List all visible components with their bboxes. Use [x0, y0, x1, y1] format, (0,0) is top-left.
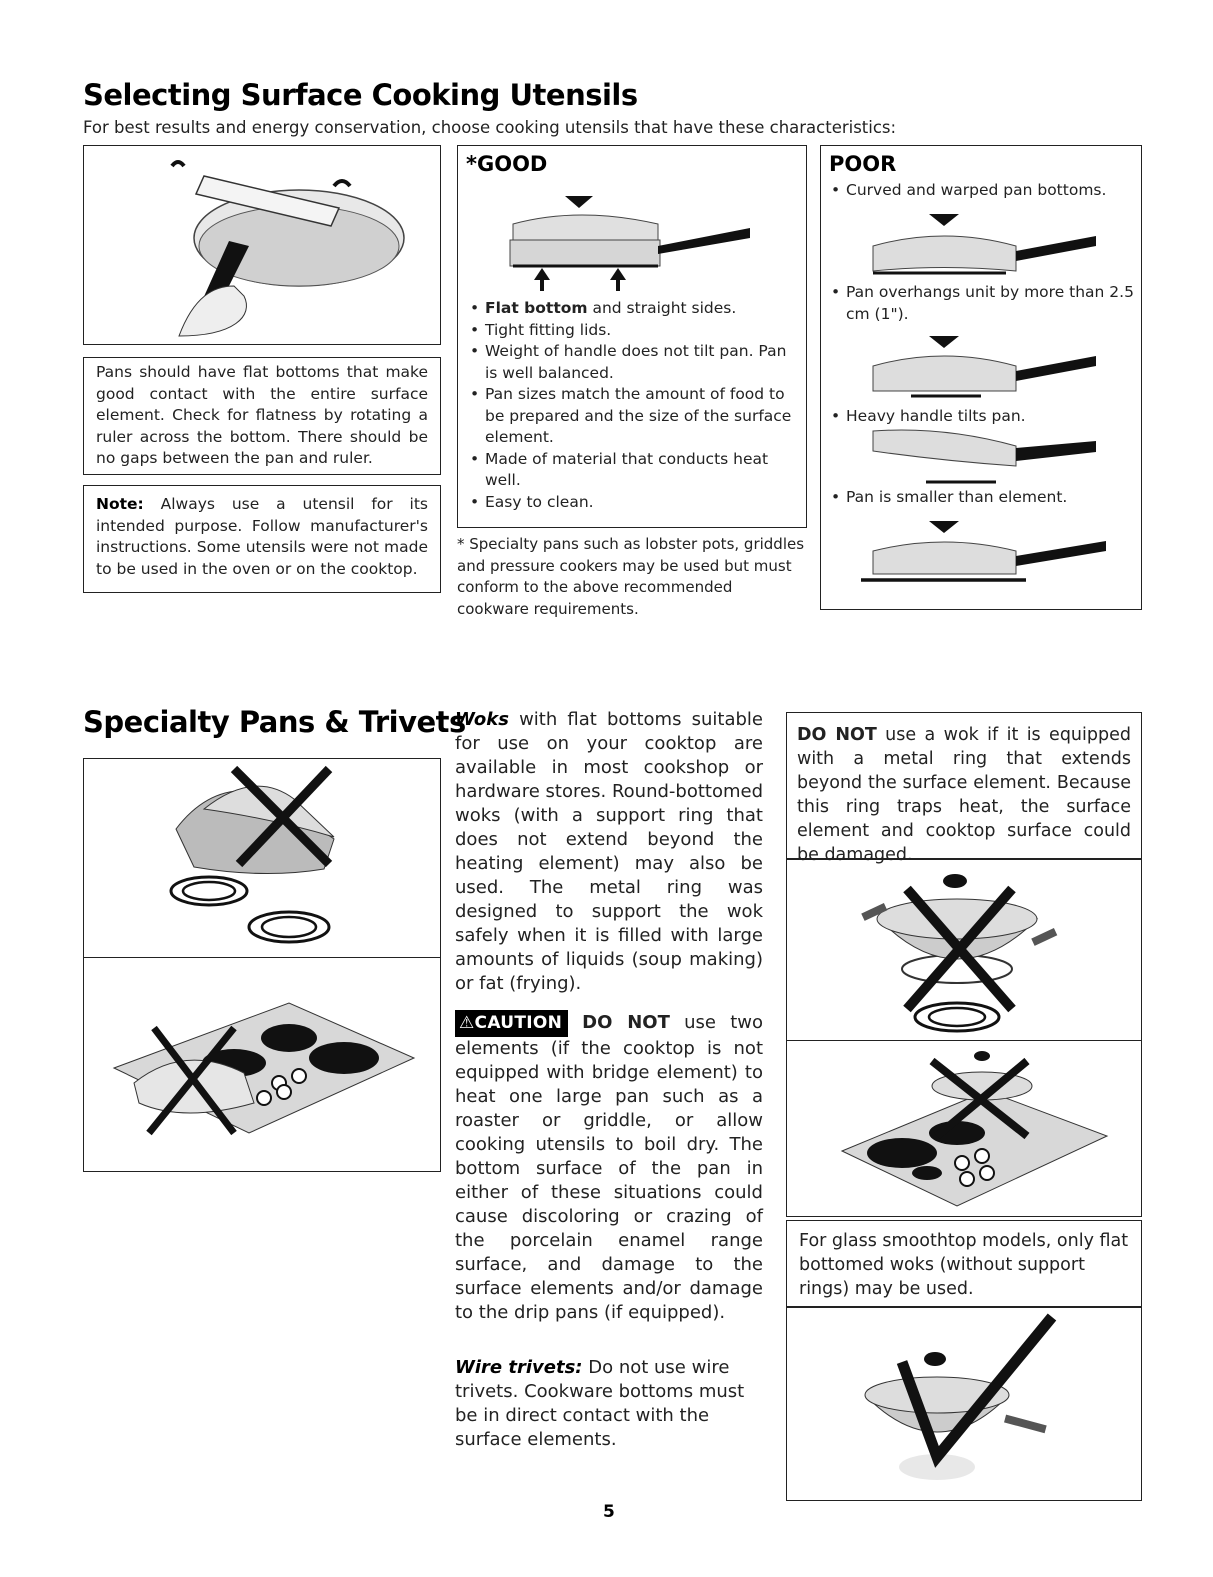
poor-item: • Pan is smaller than element. [829, 487, 1134, 509]
trivets-text: Do not use wire trivets. Cookware bottoms must be in direct contact with the surface elements. [455, 1357, 745, 1450]
roaster-on-elements-illustration [84, 759, 442, 959]
woks-label: Woks [455, 709, 509, 730]
poor-item: • Pan overhangs unit by more than 2.5 cm (1"). [829, 282, 1139, 325]
donot-wok-box [786, 712, 1142, 865]
caution-text: use two elements (if the cooktop is not equipped with bridge element) to heat one large pan such as a roaster or griddle, or allow cooking utensils to boil dry. The bottom surface of the pan in either of these situations could cause discoloring or crazing of the porcelain enamel range surface, and damage to the surface elements and/or damage to the drip pans (if equipped). [455, 1012, 763, 1323]
note-box [83, 485, 441, 593]
poor-pans-illustration [821, 146, 1143, 606]
flat-bottom-text: Pans should have flat bottoms that make good contact with the entire surface element. Check for flatness by rotating a ruler across the bottom. There should be no gaps between the pan and ruler. [96, 363, 428, 467]
wok-on-cooktop-illustration [787, 1041, 1143, 1218]
section-title-utensils: Selecting Surface Cooking Utensils [83, 78, 638, 112]
poor-list-2 [829, 282, 1139, 325]
page-number: 5 [603, 1502, 615, 1522]
intro-text: For best results and energy conservation, choose cooking utensils that have these characteristics: [83, 118, 897, 137]
good-heading: *GOOD [466, 152, 548, 176]
poor-list-4 [829, 487, 1134, 509]
caution-paragraph [455, 1010, 763, 1325]
glass-smoothtop-text: For glass smoothtop models, only flat bottomed woks (without support rings) may be used. [799, 1231, 1129, 1299]
glass-smoothtop-box [786, 1220, 1142, 1308]
specialty-footnote: * Specialty pans such as lobster pots, griddles and pressure cookers may be used but must conform to the above recommended cookware requirements. [457, 535, 805, 618]
poor-heading: POOR [829, 152, 897, 176]
donot-label: DO NOT [797, 725, 877, 745]
good-item: • Pan sizes match the amount of food to be prepared and the size of the surface element. [468, 384, 798, 449]
note-paragraph [96, 494, 428, 580]
roaster-illustration-box [83, 758, 441, 958]
flat-wok-check-illustration [787, 1307, 1143, 1502]
ruler-check-illustration [84, 146, 442, 346]
good-list [468, 298, 798, 513]
poor-item: • Heavy handle tilts pan. [829, 406, 1134, 428]
flat-wok-illustration-box [786, 1306, 1142, 1501]
caution-badge: ⚠CAUTION [455, 1010, 568, 1037]
good-pan-illustration [458, 146, 808, 296]
good-item: • Weight of handle does not tilt pan. Pan is well balanced. [468, 341, 798, 384]
griddle-on-cooktop-illustration [84, 958, 442, 1173]
flat-bottom-info-box [83, 357, 441, 475]
wok-with-ring-illustration [787, 859, 1143, 1042]
trivets-label: Wire trivets: [455, 1357, 583, 1378]
good-item-flat-bottom: • Flat bottom and straight sides. [468, 298, 798, 320]
section-title-specialty: Specialty Pans & Trivets [83, 705, 466, 739]
trivets-paragraph [455, 1356, 770, 1452]
donot-wok-paragraph [797, 723, 1131, 867]
caution-do-not: DO NOT [582, 1012, 670, 1033]
good-item: • Tight fitting lids. [468, 320, 798, 342]
wok-cooktop-illustration-box [786, 1040, 1142, 1217]
donot-text: use a wok if it is equipped with a metal ring that extends beyond the surface element. Because this ring traps heat, the surface element and cooktop surface could be damaged. [797, 725, 1131, 865]
griddle-illustration-box [83, 957, 441, 1172]
good-box [457, 145, 807, 528]
poor-list-3 [829, 406, 1134, 428]
wok-ring-illustration-box [786, 858, 1142, 1041]
good-item: • Easy to clean. [468, 492, 798, 514]
ruler-illustration-box [83, 145, 441, 345]
poor-item: • Curved and warped pan bottoms. [829, 180, 1134, 202]
note-text: Always use a utensil for its intended purpose. Follow manufacturer's instructions. Some utensils were not made to be used in the oven or on the cooktop. [96, 495, 428, 578]
woks-text: with flat bottoms suitable for use on your cooktop are available in most cookshop or hardware stores. Round-bottomed woks (with a support ring that does not extend beyond the heating element) may also be used. The metal ring was designed to support the wok safely when it is filled with large amounts of liquids (soup making) or fat (frying). [455, 709, 763, 994]
note-label: Note: [96, 495, 144, 513]
good-item: • Made of material that conducts heat well. [468, 449, 798, 492]
woks-paragraph [455, 708, 763, 996]
poor-box [820, 145, 1142, 610]
